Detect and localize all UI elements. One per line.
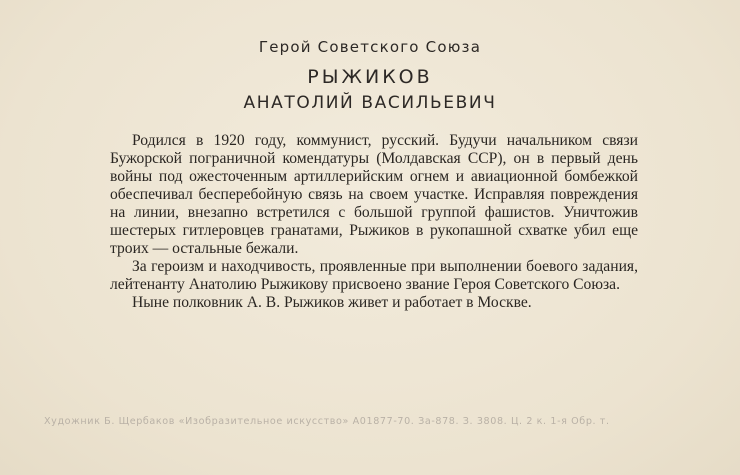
biography (110, 132, 638, 312)
hero-name: АНАТОЛИЙ ВАСИЛЬЕВИЧ (243, 93, 497, 113)
publisher-imprint: Художник Б. Щербаков «Изобразительное искусство» А01877-70. За-878. З. 3808. Ц. 2 к. 1-я Обр. т. (44, 416, 610, 427)
hero-surname: РЫЖИКОВ (307, 66, 433, 88)
biography-paragraph-1: Родился в 1920 году, коммунист, русский. Будучи начальником связи Бужорской пограничной комендатуры (Молдавская ССР), он в первый день войны под ожесточенным артиллерийским огнем и авиационной бомбежкой обеспечивал бесперебойную связь на своем участке. Исправляя повреждения на линии, внезапно встретился с большой группой фашистов. Уничтожив шестерых гитлеровцев гранатами, Рыжиков в рукопашной схватке убил еще троих — остальные бежали. (110, 132, 638, 257)
biography-paragraph-3: Ныне полковник А. В. Рыжиков живет и работает в Москве. (132, 294, 532, 311)
biography-paragraph-2: За героизм и находчивость, проявленные при выполнении боевого задания, лейтенанту Анатолию Рыжикову присвоено звание Героя Советского Союза. (110, 258, 638, 293)
hero-title: Герой Советского Союза (258, 38, 482, 56)
